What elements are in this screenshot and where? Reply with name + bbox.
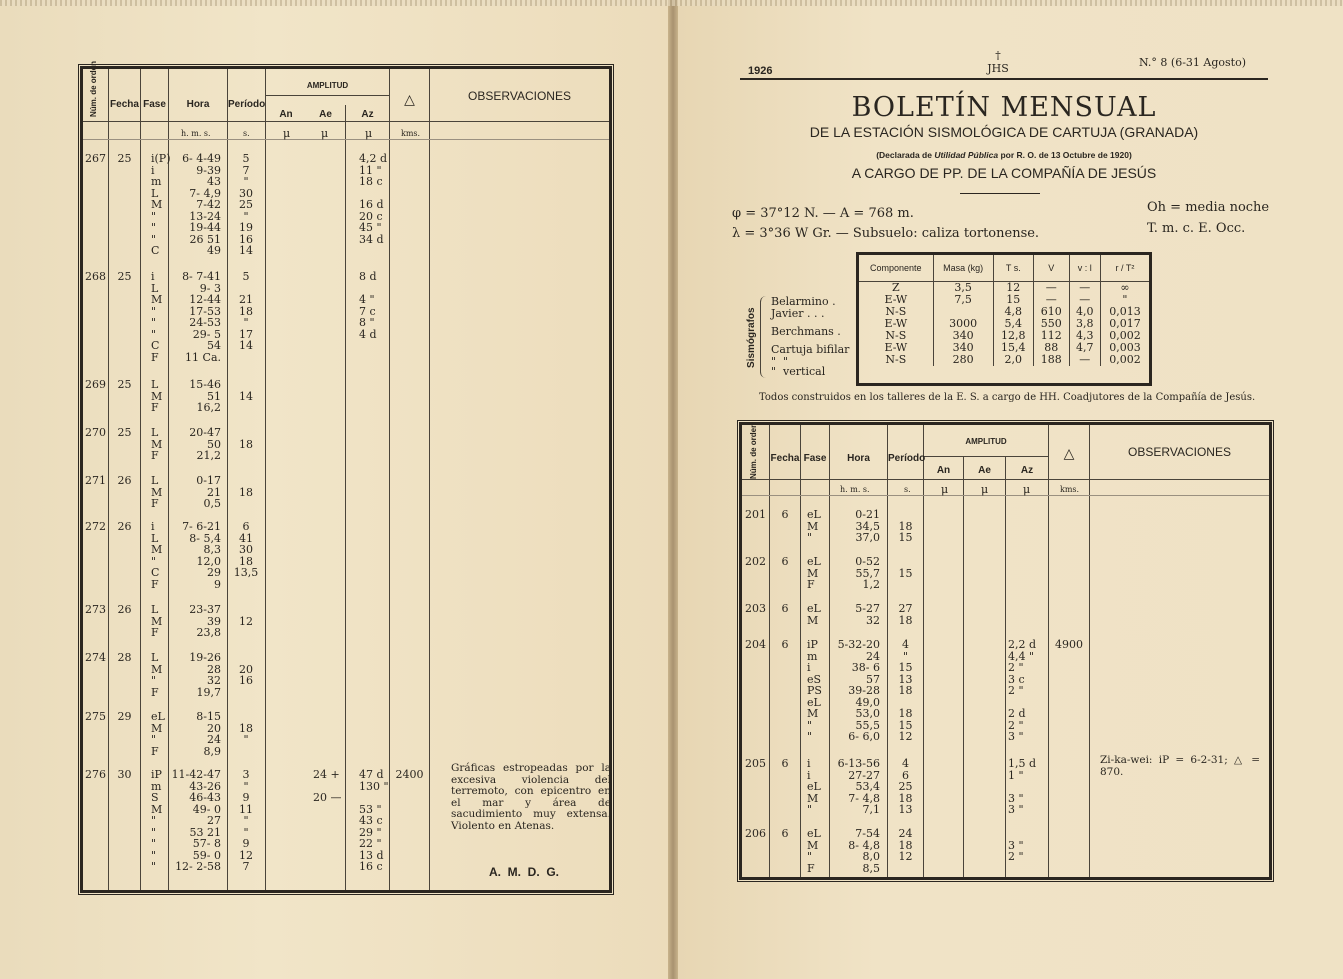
row-3-fecha: 25 xyxy=(117,426,132,439)
instr-cell: 4,7 xyxy=(1069,342,1100,354)
row-1-fase: i L M " " " C F xyxy=(151,270,163,364)
top-edge xyxy=(0,0,1343,6)
instr-cell: 15 xyxy=(993,294,1033,306)
instr-cell: N-S xyxy=(885,305,907,318)
left-seismic-table xyxy=(80,60,612,893)
instr-cell: 3000 xyxy=(933,318,993,330)
row-1-fecha: 6 xyxy=(781,555,789,568)
instr-cell: — xyxy=(1069,282,1100,295)
row-2-periodo: 27 18 xyxy=(898,602,913,627)
r-header-hora: Hora xyxy=(847,453,870,464)
instr-cell: ∞ xyxy=(1100,282,1149,295)
row-5-fecha: 6 xyxy=(781,827,789,840)
row-7-periodo: 20 16 xyxy=(239,662,253,687)
header-num: Núm. de orden xyxy=(89,60,98,117)
row-6-fase: L M F xyxy=(151,603,163,639)
row-0-periodo: 18 15 xyxy=(898,519,913,544)
instr-cell: 112 xyxy=(1033,330,1069,342)
row-9-num: 276 xyxy=(85,768,106,781)
header-periodo: Período xyxy=(228,99,266,110)
unit-delta: kms. xyxy=(401,129,421,138)
time-note: T. m. c. E. Occ. xyxy=(1147,221,1246,236)
row-3-hora: 5-32-20 24 38- 6 57 39-28 49,0 53,0 55,5 6- 6,0 xyxy=(837,638,880,743)
instr-cell: E-W xyxy=(884,293,908,306)
r-header-delta: △ xyxy=(1063,445,1075,461)
r-header-periodo: Período xyxy=(888,453,926,464)
instrument-name: " vertical xyxy=(771,365,826,378)
instr-cell: 0,002 xyxy=(1100,354,1149,366)
row-4-fecha: 6 xyxy=(781,757,789,770)
instr-cell: " xyxy=(1100,294,1149,306)
instr-cell: 0,013 xyxy=(1100,306,1149,318)
bulletin-title: BOLETÍN MENSUAL xyxy=(851,92,1157,123)
coordinates-2: λ = 3°36 W Gr. — Subsuelo: caliza tortonense. xyxy=(732,226,1040,241)
row-0-hora: 6- 4-49 9-39 43 7- 4,9 7-42 13-24 19-44 26 51 49 xyxy=(182,152,221,257)
row-3-periodo: 18 xyxy=(239,437,253,451)
row-5-num: 206 xyxy=(745,827,766,840)
row-3-num: 204 xyxy=(745,638,766,651)
header-observaciones: OBSERVACIONES xyxy=(468,89,571,103)
instr-cell: 550 xyxy=(1033,318,1069,330)
observation-276: Gráficas estropeadas por la excesiva violencia del terremoto, con epicentro en el mar y área de sacudimiento muy extensa. Violento en Atenas. xyxy=(451,762,611,832)
header-az: Az xyxy=(361,109,374,120)
row-4-fecha: 26 xyxy=(117,474,132,487)
row-5-hora: 7-54 8- 4,8 8,0 8,5 xyxy=(848,827,880,875)
unit-az: μ xyxy=(365,127,373,140)
header-ae: Ae xyxy=(319,109,332,120)
row-2-num: 203 xyxy=(745,602,766,615)
unit-periodo: s. xyxy=(243,129,250,138)
row-3-az: 2,2 d 4,4 " 2 " 3 c 2 " 2 d 2 " 3 " xyxy=(1008,638,1037,743)
row-4-hora: 6-13-56 27-27 53,4 7- 4,8 7,1 xyxy=(837,757,880,816)
r-unit-ae: μ xyxy=(981,483,989,496)
amdg: A. M. D. G. xyxy=(489,865,560,879)
row-0-num: 201 xyxy=(745,508,766,521)
instr-cell: N-S xyxy=(885,329,907,342)
r-unit-periodo: s. xyxy=(904,485,911,494)
header-an: An xyxy=(279,109,293,120)
row-5-hora: 7- 6-21 8- 5,4 8,3 12,0 29 9 xyxy=(182,520,221,591)
row-7-num: 274 xyxy=(85,651,106,664)
row-1-fecha: 25 xyxy=(117,270,132,283)
r-header-num: Núm. de orden xyxy=(749,422,758,479)
instr-header-0: Componente xyxy=(859,255,933,282)
declared-italic: Utilidad Pública xyxy=(934,150,999,160)
row-0-fase: eL M " xyxy=(807,508,821,544)
header-hora: Hora xyxy=(186,99,210,110)
instr-cell: N-S xyxy=(885,353,907,366)
row-6-periodo: 12 xyxy=(239,614,253,628)
row-9-fase: iP m S M " " " " " xyxy=(151,768,163,873)
row-1-az: 8 d 4 " 7 c 8 " 4 d xyxy=(359,270,377,341)
row-5-periodo: 24 18 12 xyxy=(898,827,913,863)
instr-cell: 0,017 xyxy=(1100,318,1149,330)
header-amplitud: AMPLITUD xyxy=(306,81,349,90)
instr-header-2: T s. xyxy=(993,255,1033,282)
observation-205: Zi-ka-wei: iP = 6-2-31; △ = 870. xyxy=(1100,754,1260,778)
unit-hora: h. m. s. xyxy=(181,129,211,138)
row-2-periodo: 14 xyxy=(239,389,253,403)
instr-cell: 4,8 xyxy=(993,306,1033,318)
r-unit-hora: h. m. s. xyxy=(840,485,870,494)
row-6-num: 273 xyxy=(85,603,106,616)
row-1-hora: 8- 7-41 9- 3 12-44 17-53 24-53 29- 5 54 11 Ca. xyxy=(182,270,221,364)
instr-cell: 12,8 xyxy=(993,330,1033,342)
row-3-periodo: 4 " 15 13 18 18 15 12 xyxy=(898,638,913,743)
header-delta: △ xyxy=(404,91,415,107)
charge-line: A CARGO DE PP. DE LA COMPAÑÍA DE JESÚS xyxy=(851,165,1157,181)
instrument-name: Cartuja bifilar xyxy=(771,343,850,356)
row-5-periodo: 6 41 30 18 13,5 xyxy=(233,520,259,579)
declared-suffix: por R. O. de 13 Octubre de 1920) xyxy=(998,150,1132,160)
instr-header-4: v : l xyxy=(1069,255,1100,282)
row-1-periodo: 5 21 18 " 17 14 xyxy=(239,270,253,352)
row-2-fecha: 6 xyxy=(781,602,789,615)
row-2-num: 269 xyxy=(85,378,106,391)
row-4-periodo: 18 xyxy=(239,485,253,499)
row-9-fecha: 30 xyxy=(117,768,132,781)
row-3-fase: L M F xyxy=(151,426,163,462)
row-4-num: 205 xyxy=(745,757,766,770)
footnote: Todos construidos en los talleres de la E. S. a cargo de HH. Coadjutores de la Compañía de Jesús. xyxy=(759,392,1256,403)
instr-cell: 12 xyxy=(993,282,1033,295)
instrument-name: Berchmans . xyxy=(771,325,841,338)
instr-cell: 280 xyxy=(933,354,993,366)
r-header-an: An xyxy=(936,465,951,476)
instrument-name: Javier . . . xyxy=(771,307,825,320)
instr-cell: 2,0 xyxy=(993,354,1033,366)
row-4-fase: L M F xyxy=(151,474,163,510)
instr-cell: 4,0 xyxy=(1069,306,1100,318)
row-9-periodo: 3 " 9 11 " " 9 12 7 xyxy=(239,768,253,873)
row-7-fecha: 28 xyxy=(117,651,132,664)
row-3-num: 270 xyxy=(85,426,106,439)
bulletin-subtitle: DE LA ESTACIÓN SISMOLÓGICA DE CARTUJA (GRANADA) xyxy=(809,124,1199,140)
row-4-hora: 0-17 21 0,5 xyxy=(196,474,221,510)
cross-icon: † xyxy=(995,49,1001,62)
instrument-name: " " xyxy=(771,355,789,368)
row-8-fecha: 29 xyxy=(117,710,132,723)
jhs: JHS xyxy=(987,62,1009,75)
instr-header-5: r / T² xyxy=(1100,255,1149,282)
row-0-fecha: 25 xyxy=(117,152,132,165)
row-2-hora: 5-27 32 xyxy=(855,602,880,627)
row-8-hora: 8-15 20 24 8,9 xyxy=(196,710,221,758)
sismografos-label: Sismógrafos xyxy=(746,307,757,368)
row-7-hora: 19-26 28 32 19,7 xyxy=(189,651,221,699)
oh-note: Oh = media noche xyxy=(1147,200,1270,215)
row-8-periodo: 18 " xyxy=(239,721,253,746)
row-2-fase: L M F xyxy=(151,378,163,414)
issue-number: N.° 8 (6-31 Agosto) xyxy=(1139,56,1246,69)
row-0-az: 4,2 d 11 " 18 c 16 d 20 c 45 " 34 d xyxy=(359,152,388,246)
instr-cell: 15,4 xyxy=(993,342,1033,354)
row-3-fecha: 6 xyxy=(781,638,789,651)
row-9-hora: 11-42-47 43-26 46-43 49- 0 27 53 21 57- 8 59- 0 12- 2-58 xyxy=(171,768,221,873)
instr-cell: 610 xyxy=(1033,306,1069,318)
instr-cell: 4,3 xyxy=(1069,330,1100,342)
row-1-num: 202 xyxy=(745,555,766,568)
instr-header-3: V xyxy=(1033,255,1069,282)
row-1-num: 268 xyxy=(85,270,106,283)
r-unit-delta: kms. xyxy=(1060,485,1080,494)
row-0-hora: 0-21 34,5 37,0 xyxy=(855,508,880,544)
instr-cell: 3,8 xyxy=(1069,318,1100,330)
row-8-fase: eL M " F xyxy=(151,710,165,758)
instr-cell: — xyxy=(1069,354,1100,366)
row-0-fase: i(P) i m L M " " " C xyxy=(151,152,171,257)
instr-cell: 340 xyxy=(933,330,993,342)
coordinates-1: φ = 37°12 N. — A = 768 m. xyxy=(732,206,914,221)
instr-cell: 0,002 xyxy=(1100,330,1149,342)
header-fase: Fase xyxy=(143,99,166,110)
row-0-num: 267 xyxy=(85,152,106,165)
row-7-fase: L M " F xyxy=(151,651,163,699)
row-3-hora: 20-47 50 21,2 xyxy=(189,426,221,462)
instr-cell: 0,003 xyxy=(1100,342,1149,354)
row-9-ae: 24 + 20 — xyxy=(313,768,342,804)
row-3-fase: iP m i eS PS eL M " " xyxy=(807,638,822,743)
row-1-hora: 0-52 55,7 1,2 xyxy=(855,555,880,591)
instr-cell: E-W xyxy=(884,341,908,354)
r-header-az: Az xyxy=(1020,465,1034,476)
r-header-fecha: Fecha xyxy=(770,453,800,464)
r-header-fase: Fase xyxy=(803,453,827,464)
page-gutter xyxy=(668,0,678,979)
instr-cell: 3,5 xyxy=(933,282,993,295)
instr-header-1: Masa (kg) xyxy=(933,255,993,282)
r-header-amplitud: AMPLITUD xyxy=(965,437,1007,446)
row-2-hora: 15-46 51 16,2 xyxy=(189,378,221,414)
row-2-fecha: 25 xyxy=(117,378,132,391)
instr-cell: — xyxy=(1033,282,1069,295)
row-1-periodo: 15 xyxy=(898,566,913,580)
row-3-delta: 4900 xyxy=(1055,638,1083,651)
instr-cell: 5,4 xyxy=(993,318,1033,330)
instrument-name: Belarmino . xyxy=(771,295,836,308)
instr-cell: E-W xyxy=(884,317,908,330)
header-fecha: Fecha xyxy=(110,99,139,110)
instr-cell: 7,5 xyxy=(933,294,993,306)
row-9-az: 47 d 130 " 53 " 43 c 29 " 22 " 13 d 16 c xyxy=(359,768,389,873)
row-5-fase: eL M " F xyxy=(807,827,821,875)
row-0-fecha: 6 xyxy=(781,508,789,521)
declared-line xyxy=(740,150,1268,160)
year: 1926 xyxy=(748,65,773,77)
instr-cell: 88 xyxy=(1033,342,1069,354)
row-5-fase: i L M " C F xyxy=(151,520,163,591)
r-unit-az: μ xyxy=(1023,483,1031,496)
row-5-num: 272 xyxy=(85,520,106,533)
instr-cell: 188 xyxy=(1033,354,1069,366)
row-6-hora: 23-37 39 23,8 xyxy=(189,603,221,639)
row-8-num: 275 xyxy=(85,710,106,723)
row-9-delta: 2400 xyxy=(395,768,424,781)
instr-cell: Z xyxy=(891,281,900,294)
row-4-fase: i i eL M " xyxy=(807,757,821,816)
declared-prefix: (Declarada de xyxy=(876,150,935,160)
row-6-fecha: 26 xyxy=(117,603,132,616)
row-2-fase: eL M xyxy=(807,602,821,627)
unit-an: μ xyxy=(283,127,291,140)
row-4-az: 1,5 d 1 " 3 " 3 " xyxy=(1008,757,1037,816)
row-4-periodo: 4 6 25 18 13 xyxy=(898,757,913,816)
row-5-az: 3 " 2 " xyxy=(1008,838,1024,863)
row-1-fase: eL M F xyxy=(807,555,821,591)
instrument-table-frame xyxy=(856,252,1152,386)
row-5-fecha: 26 xyxy=(117,520,132,533)
row-4-num: 271 xyxy=(85,474,106,487)
instr-cell: — xyxy=(1069,294,1100,306)
right-seismic-table xyxy=(739,422,1272,880)
r-header-ae: Ae xyxy=(978,465,991,476)
instr-cell: 340 xyxy=(933,342,993,354)
instr-cell: — xyxy=(1033,294,1069,306)
row-0-periodo: 5 7 " 30 25 " 19 16 14 xyxy=(239,152,253,257)
r-unit-an: μ xyxy=(941,483,949,496)
r-header-observaciones: OBSERVACIONES xyxy=(1128,445,1231,459)
unit-ae: μ xyxy=(321,127,329,140)
